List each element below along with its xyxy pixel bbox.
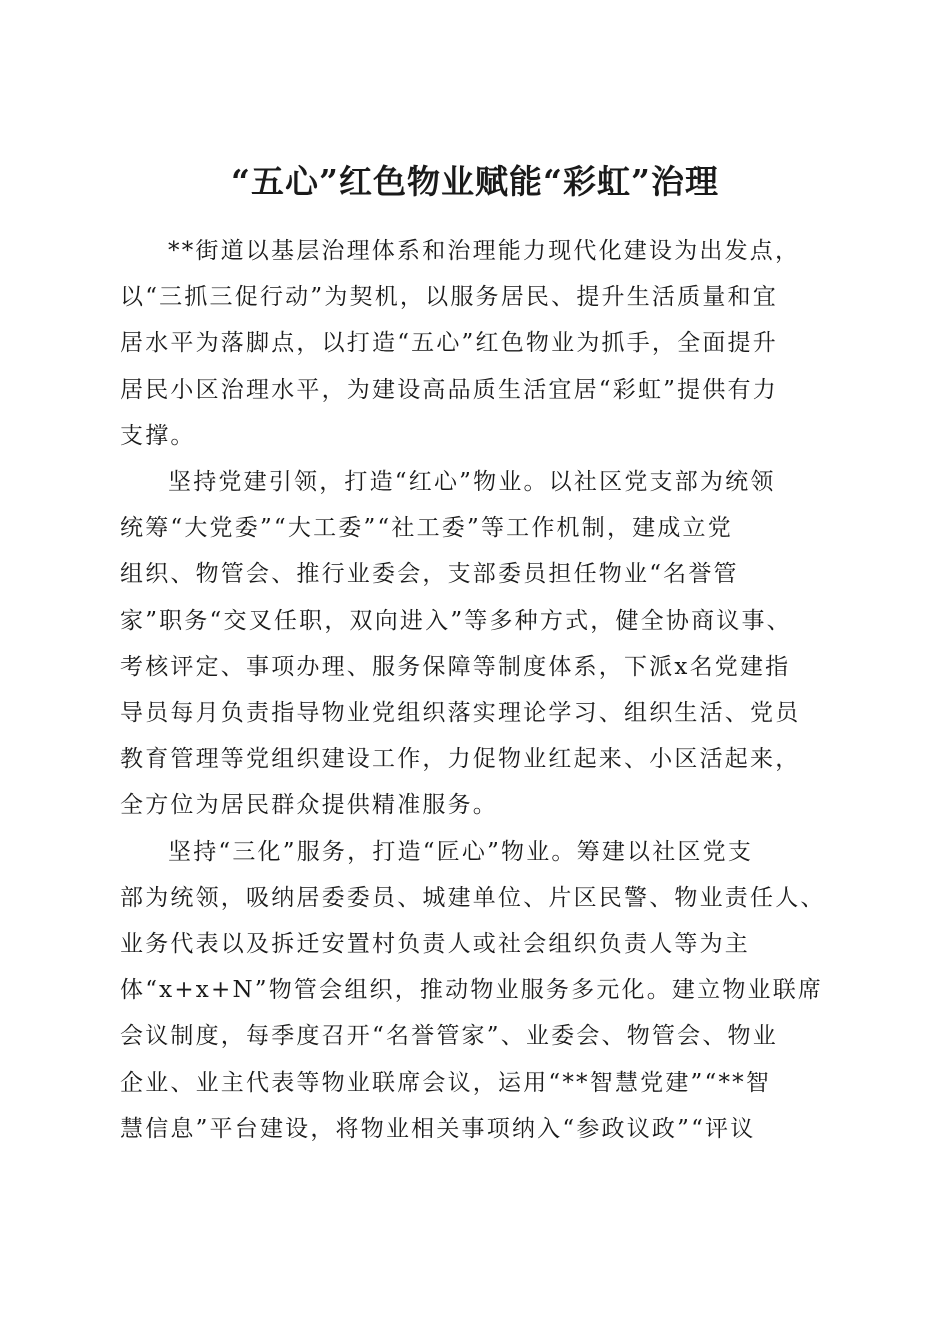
text-line: 教育管理等党组织建设工作，力促物业红起来、小区活起来， — [120, 746, 801, 773]
text-line: 企业、业主代表等物业联席会议，运用“**智慧党建”“**智 — [120, 1069, 772, 1096]
paragraph-craftsman-heart — [120, 829, 830, 1152]
text-line: 组织、物管会、推行业委会，支部委员担任物业“名誉管 — [120, 561, 739, 588]
text-line: 部为统领，吸纳居委委员、城建单位、片区民警、物业责任人、 — [120, 884, 826, 911]
text-line: 体“x+x+N”物管会组织，推动物业服务多元化。建立物业联席 — [120, 977, 824, 1004]
text-line: 慧信息”平台建设，将物业相关事项纳入“参政议政”“评议 — [120, 1115, 756, 1142]
text-line: 业务代表以及拆迁安置村负责人或社会组织负责人等为主 — [120, 931, 750, 958]
text-line: 支撑。 — [120, 422, 196, 449]
text-line: 以“三抓三促行动”为契机，以服务居民、提升生活质量和宜 — [120, 284, 778, 311]
text-line: 导员每月负责指导物业党组织落实理论学习、组织生活、党员 — [120, 700, 801, 727]
text-line: 居民小区治理水平，为建设高品质生活宜居“彩虹”提供有力 — [120, 376, 778, 403]
text-line: 居水平为落脚点，以打造“五心”红色物业为抓手，全面提升 — [120, 330, 778, 357]
text-line: 考核评定、事项办理、服务保障等制度体系，下派x名党建指 — [120, 653, 791, 680]
text-line: 坚持“三化”服务，打造“匠心”物业。筹建以社区党支 — [168, 838, 754, 865]
text-line: 坚持党建引领，打造“红心”物业。以社区党支部为统领 — [168, 469, 776, 496]
text-line: 全方位为居民群众提供精准服务。 — [120, 792, 498, 819]
text-line: 会议制度，每季度召开“名誉管家”、业委会、物管会、物业 — [120, 1023, 778, 1050]
paragraph-red-heart — [120, 459, 830, 829]
document-body — [120, 228, 830, 1152]
text-line: 家”职务“交叉任职，双向进入”等多种方式，健全协商议事、 — [120, 607, 792, 634]
text-line: **街道以基层治理体系和治理能力现代化建设为出发点， — [168, 238, 801, 264]
paragraph-intro — [120, 228, 830, 459]
text-line: 统筹“大党委”“大工委”“社工委”等工作机制，建成立党 — [120, 515, 733, 542]
document-title: “五心”红色物业赋能“彩虹”治理 — [231, 162, 719, 202]
